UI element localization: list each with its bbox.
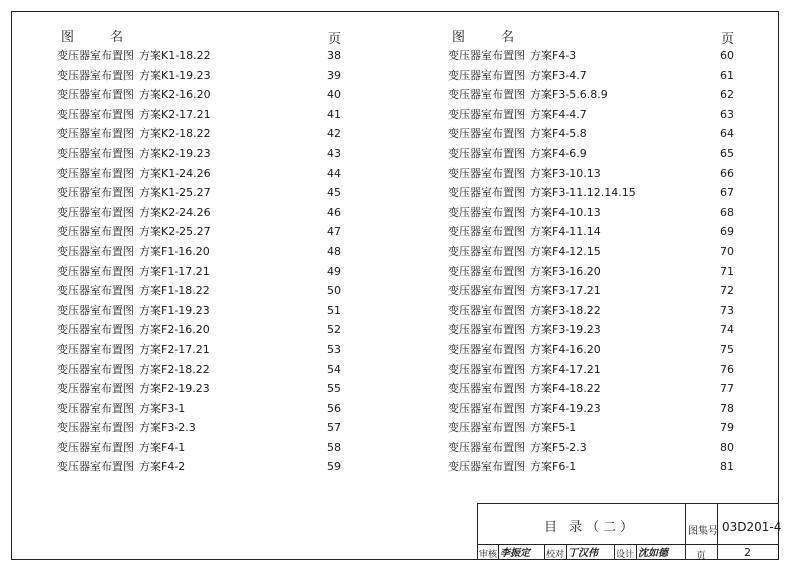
toc-row xyxy=(57,360,347,380)
toc-row xyxy=(448,360,740,380)
drawing-title: 变压器室布置图 xyxy=(448,88,525,102)
drawing-title: 变压器室布置图 xyxy=(448,401,525,415)
toc-list-left xyxy=(57,46,347,477)
toc-header-left xyxy=(57,22,347,46)
page-number: 71 xyxy=(720,264,734,278)
scheme-code: 方案F4-6.9 xyxy=(530,146,587,160)
page-number: 77 xyxy=(720,382,734,396)
toc-row xyxy=(448,281,740,301)
page-number: 42 xyxy=(327,127,341,141)
drawing-title: 变压器室布置图 xyxy=(448,362,525,376)
toc-row xyxy=(57,144,347,164)
drawing-title: 变压器室布置图 xyxy=(57,382,134,396)
scheme-code: 方案F1-17.21 xyxy=(139,264,210,278)
drawing-title: 变压器室布置图 xyxy=(57,323,134,337)
page-column-header: 页 xyxy=(327,32,341,47)
page-number: 38 xyxy=(327,49,341,62)
drawing-title: 变压器室布置图 xyxy=(57,284,134,298)
page-number: 78 xyxy=(720,401,734,415)
drawing-title: 变压器室布置图 xyxy=(57,166,134,180)
scheme-code: 方案F3-11.12.14.15 xyxy=(530,186,636,200)
toc-row xyxy=(57,281,347,301)
toc-row xyxy=(448,124,740,144)
page-number: 79 xyxy=(720,421,734,435)
drawing-title: 变压器室布置图 xyxy=(57,401,134,415)
drawing-title: 变压器室布置图 xyxy=(448,382,525,396)
scheme-code: 方案F3-16.20 xyxy=(530,264,601,278)
drawing-title: 变压器室布置图 xyxy=(448,166,525,180)
drawing-title: 变压器室布置图 xyxy=(57,205,134,219)
toc-row xyxy=(448,203,740,223)
design-signature: 沈如德 xyxy=(638,548,668,559)
toc-row xyxy=(57,222,347,242)
toc-row xyxy=(448,379,740,399)
drawing-title: 变压器室布置图 xyxy=(57,146,134,160)
scheme-code: 方案K2-16.20 xyxy=(139,88,211,102)
scheme-code: 方案F4-3 xyxy=(530,49,577,62)
scheme-code: 方案F4-1 xyxy=(139,440,186,454)
toc-header-right xyxy=(448,22,740,46)
page-number: 81 xyxy=(720,460,734,474)
scheme-code: 方案F3-10.13 xyxy=(530,166,601,180)
toc-row xyxy=(448,320,740,340)
check-label: 校对 xyxy=(546,550,565,560)
page-number: 60 xyxy=(720,49,734,62)
drawing-title: 变压器室布置图 xyxy=(57,303,134,317)
toc-row xyxy=(57,242,347,262)
drawing-title: 变压器室布置图 xyxy=(448,421,525,435)
scheme-code: 方案F3-19.23 xyxy=(530,323,601,337)
toc-row xyxy=(448,242,740,262)
drawing-title: 变压器室布置图 xyxy=(57,342,134,356)
scheme-code: 方案F3-5.6.8.9 xyxy=(530,88,608,102)
toc-row xyxy=(448,301,740,321)
scheme-code: 方案K2-18.22 xyxy=(139,127,211,141)
check-signature: 丁汉伟 xyxy=(568,548,598,559)
scheme-code: 方案F4-11.14 xyxy=(530,225,601,239)
drawing-title: 变压器室布置图 xyxy=(57,127,134,141)
drawing-title: 变压器室布置图 xyxy=(448,460,525,474)
toc-row xyxy=(448,262,740,282)
page-number: 47 xyxy=(327,225,341,239)
page-number: 49 xyxy=(327,264,341,278)
page-number: 70 xyxy=(720,244,734,258)
page-number: 80 xyxy=(720,440,734,454)
review-label: 审核 xyxy=(479,550,498,560)
scheme-code: 方案F3-18.22 xyxy=(530,303,601,317)
drawing-title: 变压器室布置图 xyxy=(448,284,525,298)
scheme-code: 方案K1-19.23 xyxy=(139,68,211,82)
scheme-code: 方案F3-1 xyxy=(139,401,186,415)
page-number: 46 xyxy=(327,205,341,219)
scheme-code: 方案F4-12.15 xyxy=(530,244,601,258)
drawing-title: 变压器室布置图 xyxy=(448,127,525,141)
page-number: 65 xyxy=(720,146,734,160)
review-signature: 李振定 xyxy=(500,548,530,559)
drawing-title: 变压器室布置图 xyxy=(57,225,134,239)
toc-row xyxy=(57,46,347,66)
toc-row xyxy=(57,438,347,458)
drawing-title: 变压器室布置图 xyxy=(448,225,525,239)
page-number: 75 xyxy=(720,342,734,356)
toc-row xyxy=(448,457,740,477)
page-number: 59 xyxy=(327,460,341,474)
scheme-code: 方案F2-19.23 xyxy=(139,382,210,396)
toc-row xyxy=(448,144,740,164)
page-number: 40 xyxy=(327,88,341,102)
page-number: 72 xyxy=(720,284,734,298)
drawing-title: 变压器室布置图 xyxy=(448,68,525,82)
toc-row xyxy=(448,183,740,203)
toc-row xyxy=(448,340,740,360)
scheme-code: 方案F1-19.23 xyxy=(139,303,210,317)
toc-row xyxy=(448,105,740,125)
page-number: 54 xyxy=(327,362,341,376)
scheme-code: 方案F3-4.7 xyxy=(530,68,587,82)
page-number: 48 xyxy=(327,244,341,258)
page-number: 61 xyxy=(720,68,734,82)
atlas-number: 03D201-4 xyxy=(722,520,782,534)
name-column-header: 图 名 xyxy=(452,30,531,45)
drawing-title: 变压器室布置图 xyxy=(448,49,525,62)
page-number: 52 xyxy=(327,323,341,337)
atlas-number-label: 图集号 xyxy=(688,526,718,537)
drawing-title: 变压器室布置图 xyxy=(57,186,134,200)
toc-row xyxy=(448,85,740,105)
drawing-title: 变压器室布置图 xyxy=(448,342,525,356)
title-block-title: 目 录（二） xyxy=(544,520,638,535)
page-number: 73 xyxy=(720,303,734,317)
scheme-code: 方案F3-2.3 xyxy=(139,421,196,435)
drawing-title: 变压器室布置图 xyxy=(57,107,134,121)
toc-row xyxy=(448,222,740,242)
drawing-title: 变压器室布置图 xyxy=(57,49,134,62)
drawing-title: 变压器室布置图 xyxy=(57,88,134,102)
page-number: 45 xyxy=(327,186,341,200)
page-number: 69 xyxy=(720,225,734,239)
page-number: 41 xyxy=(327,107,341,121)
scheme-code: 方案F5-1 xyxy=(530,421,577,435)
scheme-code: 方案F2-17.21 xyxy=(139,342,210,356)
drawing-title: 变压器室布置图 xyxy=(448,146,525,160)
page-number: 55 xyxy=(327,382,341,396)
toc-list-right xyxy=(448,46,740,477)
toc-row xyxy=(57,340,347,360)
toc-row xyxy=(57,85,347,105)
page-number: 68 xyxy=(720,205,734,219)
page-number: 58 xyxy=(327,440,341,454)
page-number: 44 xyxy=(327,166,341,180)
toc-row xyxy=(57,183,347,203)
page-column-header: 页 xyxy=(720,32,734,47)
title-block xyxy=(477,503,782,562)
page-number: 74 xyxy=(720,323,734,337)
scheme-code: 方案F2-18.22 xyxy=(139,362,210,376)
toc-right-column xyxy=(448,22,740,477)
toc-row xyxy=(57,320,347,340)
page-number: 50 xyxy=(327,284,341,298)
scheme-code: 方案F1-16.20 xyxy=(139,244,210,258)
scheme-code: 方案F1-18.22 xyxy=(139,284,210,298)
drawing-title: 变压器室布置图 xyxy=(448,323,525,337)
toc-row xyxy=(448,418,740,438)
page-number: 76 xyxy=(720,362,734,376)
toc-left-column xyxy=(57,22,347,477)
toc-row xyxy=(448,399,740,419)
scheme-code: 方案F4-17.21 xyxy=(530,362,601,376)
drawing-title: 变压器室布置图 xyxy=(57,244,134,258)
scheme-code: 方案F2-16.20 xyxy=(139,323,210,337)
drawing-title: 变压器室布置图 xyxy=(448,244,525,258)
toc-row xyxy=(448,438,740,458)
drawing-title: 变压器室布置图 xyxy=(448,303,525,317)
scheme-code: 方案K1-25.27 xyxy=(139,186,211,200)
page-number: 66 xyxy=(720,166,734,180)
toc-row xyxy=(57,164,347,184)
page-label: 页 xyxy=(696,551,706,562)
toc-row xyxy=(57,203,347,223)
drawing-title: 变压器室布置图 xyxy=(448,107,525,121)
scheme-code: 方案K2-19.23 xyxy=(139,146,211,160)
drawing-title: 变压器室布置图 xyxy=(57,264,134,278)
toc-row xyxy=(448,66,740,86)
scheme-code: 方案F4-10.13 xyxy=(530,205,601,219)
page-number: 57 xyxy=(327,421,341,435)
toc-row xyxy=(57,262,347,282)
scheme-code: 方案F4-5.8 xyxy=(530,127,587,141)
design-label: 设计 xyxy=(616,550,635,560)
page-number: 64 xyxy=(720,127,734,141)
name-column-header: 图 名 xyxy=(61,30,140,45)
scheme-code: 方案F4-18.22 xyxy=(530,382,601,396)
toc-row xyxy=(57,301,347,321)
page-number: 63 xyxy=(720,107,734,121)
drawing-title: 变压器室布置图 xyxy=(448,264,525,278)
toc-row xyxy=(57,457,347,477)
page-number: 62 xyxy=(720,88,734,102)
drawing-title: 变压器室布置图 xyxy=(57,362,134,376)
toc-row xyxy=(448,164,740,184)
scheme-code: 方案F4-2 xyxy=(139,460,186,474)
toc-row xyxy=(57,105,347,125)
drawing-title: 变压器室布置图 xyxy=(57,440,134,454)
page-number: 67 xyxy=(720,186,734,200)
scheme-code: 方案F4-4.7 xyxy=(530,107,587,121)
drawing-title: 变压器室布置图 xyxy=(57,460,134,474)
page-number: 2 xyxy=(744,546,751,559)
scheme-code: 方案K2-24.26 xyxy=(139,205,211,219)
scheme-code: 方案K2-17.21 xyxy=(139,107,211,121)
scheme-code: 方案F6-1 xyxy=(530,460,577,474)
scheme-code: 方案F3-17.21 xyxy=(530,284,601,298)
drawing-title: 变压器室布置图 xyxy=(448,205,525,219)
page-number: 53 xyxy=(327,342,341,356)
drawing-title: 变压器室布置图 xyxy=(448,186,525,200)
scheme-code: 方案F4-16.20 xyxy=(530,342,601,356)
scheme-code: 方案K1-24.26 xyxy=(139,166,211,180)
drawing-title: 变压器室布置图 xyxy=(448,440,525,454)
scheme-code: 方案K1-18.22 xyxy=(139,49,211,62)
toc-row xyxy=(57,66,347,86)
scheme-code: 方案F4-19.23 xyxy=(530,401,601,415)
drawing-title: 变压器室布置图 xyxy=(57,68,134,82)
scheme-code: 方案F5-2.3 xyxy=(530,440,587,454)
toc-row xyxy=(57,399,347,419)
drawing-title: 变压器室布置图 xyxy=(57,421,134,435)
page-number: 51 xyxy=(327,303,341,317)
toc-row xyxy=(57,418,347,438)
page-number: 39 xyxy=(327,68,341,82)
page-number: 43 xyxy=(327,146,341,160)
page-number: 56 xyxy=(327,401,341,415)
toc-row xyxy=(57,124,347,144)
toc-row xyxy=(57,379,347,399)
scheme-code: 方案K2-25.27 xyxy=(139,225,211,239)
toc-row xyxy=(448,46,740,66)
